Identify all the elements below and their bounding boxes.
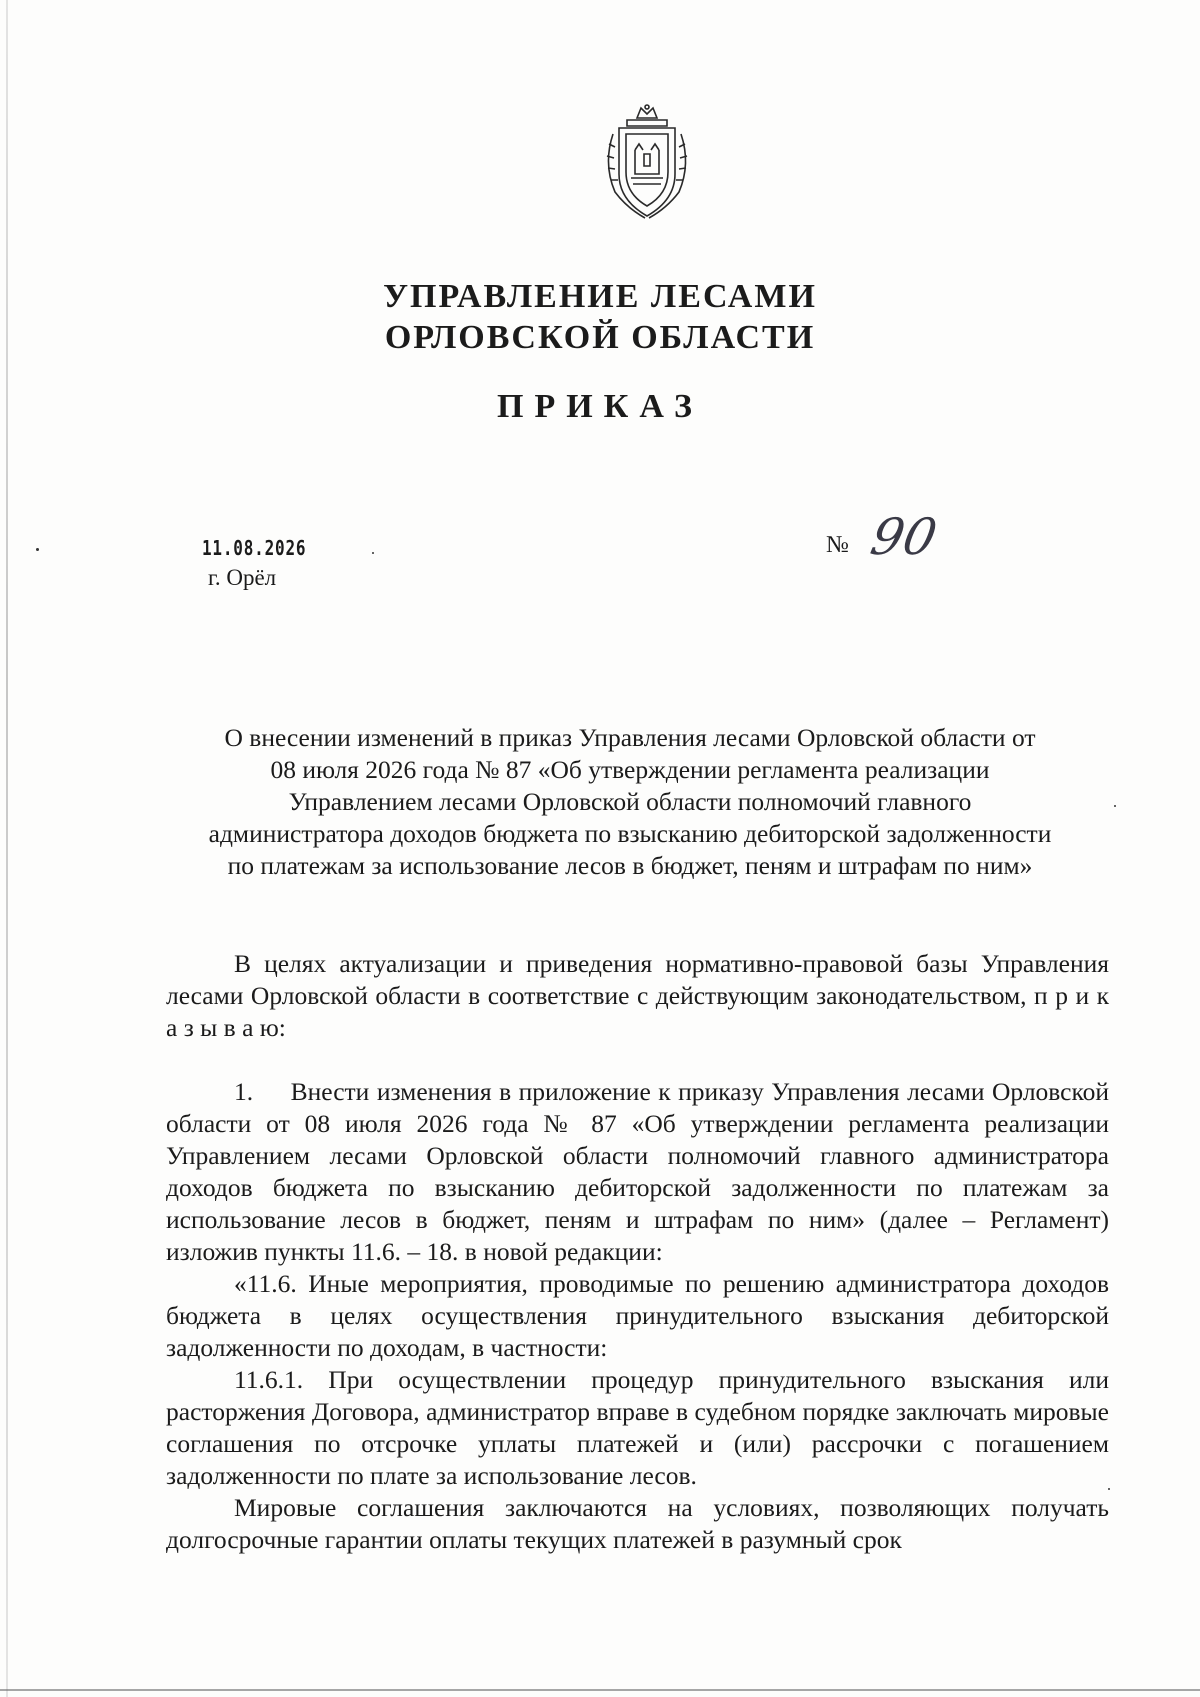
order-number-handwritten: 90	[865, 508, 942, 566]
scan-speck	[372, 552, 374, 554]
order-body	[166, 948, 1109, 1556]
preamble-paragraph: В целях актуализации и приведения нормативно-правовой базы Управления лесами Орловской области в соответствие с действующим законодательством, п р и к а з ы в а ю:	[166, 949, 1109, 1042]
document-type-title: ПРИКАЗ	[497, 388, 703, 425]
order-date: 11.08.2026	[202, 536, 307, 560]
paragraph-11-6-1: 11.6.1. При осуществлении процедур принудительного взыскания или расторжения Договора, администратор вправе в судебном порядке заключать мировые соглашения по отсрочке уплаты платежей и (или) рассрочки с погашением задолженности по плате за использование лесов.	[166, 1365, 1109, 1490]
subject-line: О внесении изменений в приказ Управления лесами Орловской области от	[224, 723, 1036, 752]
paragraph-11-6: «11.6. Иные мероприятия, проводимые по решению администратора доходов бюджета в целях осуществления принудительного взыскания дебиторской задолженности по доходам, в частности:	[166, 1269, 1109, 1362]
scan-edge-left	[6, 0, 8, 1697]
subject-line: администратора доходов бюджета по взысканию дебиторской задолженности	[208, 819, 1052, 848]
subject-line: Управлением лесами Орловской области полномочий главного	[288, 787, 972, 816]
order-city: г. Орёл	[208, 565, 277, 590]
organization-name	[0, 276, 1200, 358]
organization-name-line2: ОРЛОВСКОЙ ОБЛАСТИ	[384, 319, 816, 356]
scan-speck	[36, 548, 39, 551]
subject-line: по платежам за использование лесов в бюджет, пеням и штрафам по ним»	[227, 851, 1033, 880]
scan-edge-bottom	[0, 1689, 1200, 1691]
organization-name-line1: УПРАВЛЕНИЕ ЛЕСАМИ	[383, 278, 817, 315]
scan-speck	[1114, 805, 1116, 807]
order-number-label: №	[826, 532, 849, 558]
coat-of-arms-emblem	[597, 104, 697, 224]
order-subject	[160, 722, 1100, 882]
paragraph-settlements: Мировые соглашения заключаются на условиях, позволяющих получать долгосрочные гарантии оплаты текущих платежей в разумный срок	[166, 1493, 1109, 1554]
subject-line: 08 июля 2026 года № 87 «Об утверждении регламента реализации	[270, 755, 990, 784]
order-item-1: 1. Внести изменения в приложение к приказу Управления лесами Орловской области от 08 июля 2026 года № 87 «Об утверждении регламента реализации Управлением лесами Орловской области полномочий главного администратора доходов бюджета по взысканию дебиторской задолженности по платежам за использование лесов в бюджет, пеням и штрафам по ним» (далее – Регламент) изложив пункты 11.6. – 18. в новой редакции:	[166, 1077, 1109, 1266]
